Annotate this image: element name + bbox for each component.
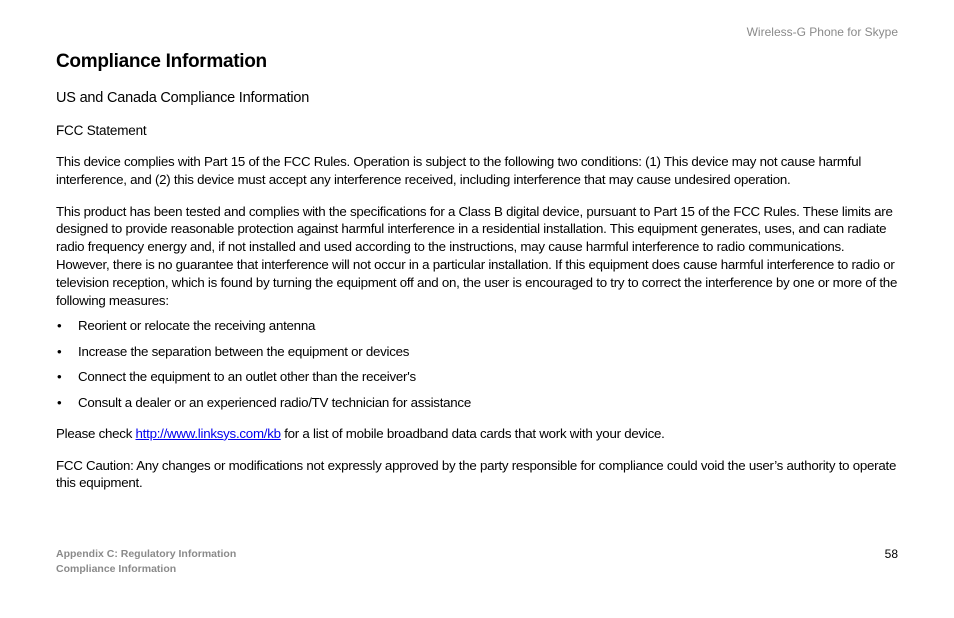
please-check-prefix: Please check xyxy=(56,425,136,441)
document-header-product: Wireless-G Phone for Skype xyxy=(746,25,898,39)
list-item-text: Reorient or relocate the receiving antenna xyxy=(78,318,316,334)
bullet-icon: • xyxy=(57,343,62,359)
list-item xyxy=(56,394,898,411)
list-item-text: Connect the equipment to an outlet other than the receiver's xyxy=(78,369,416,385)
page-title: Compliance Information xyxy=(56,51,267,72)
fcc-statement-title: FCC Statement xyxy=(56,123,147,138)
section-title: US and Canada Compliance Information xyxy=(56,90,310,106)
bullet-icon: • xyxy=(57,394,62,410)
footer-appendix-label: Appendix C: Regulatory Information xyxy=(56,548,237,560)
page-content xyxy=(56,50,898,506)
list-item xyxy=(56,317,898,334)
list-item-text: Consult a dealer or an experienced radio/TV technician for assistance xyxy=(78,394,471,410)
footer-section-label: Compliance Information xyxy=(56,563,177,575)
fcc-conditions-paragraph: This device complies with Part 15 of the FCC Rules. Operation is subject to the following two conditions: (1) This device may not cause harmful interference, and (2) this device must accept any interference received, including interference that may cause undesired operation. xyxy=(56,154,862,187)
bullet-icon: • xyxy=(57,318,62,334)
list-item-text: Increase the separation between the equipment or devices xyxy=(78,343,410,359)
page-number: 58 xyxy=(884,547,898,561)
please-check-paragraph xyxy=(56,425,898,443)
fcc-caution-paragraph: FCC Caution: Any changes or modifications not expressly approved by the party responsible for compliance could void the user’s authority to operate this equipment. xyxy=(56,457,897,491)
bullet-icon: • xyxy=(57,369,62,385)
footer-section-labels xyxy=(56,547,236,577)
list-item xyxy=(56,368,898,385)
please-check-suffix: for a list of mobile broadband data cards that work with your device. xyxy=(280,425,665,441)
list-item xyxy=(56,343,898,360)
linksys-kb-link[interactable]: http://www.linksys.com/kb xyxy=(135,425,281,441)
measures-list xyxy=(56,317,898,411)
class-b-paragraph: This product has been tested and complies with the specifications for a Class B digital device, pursuant to Part 15 of the FCC Rules. These limits are designed to provide reasonable protection against harmful interference in a residential installation. This equipment generates, uses, and can radiate radio frequency energy and, if not installed and used according to the instructions, may cause harmful interference to radio communications. However, there is no guarantee that interference will not occur in a particular installation. If this equipment does cause harmful interference to radio or television reception, which is found by turning the equipment off and on, the user is encouraged to try to correct the interference by one or more of the following measures: xyxy=(56,203,898,308)
